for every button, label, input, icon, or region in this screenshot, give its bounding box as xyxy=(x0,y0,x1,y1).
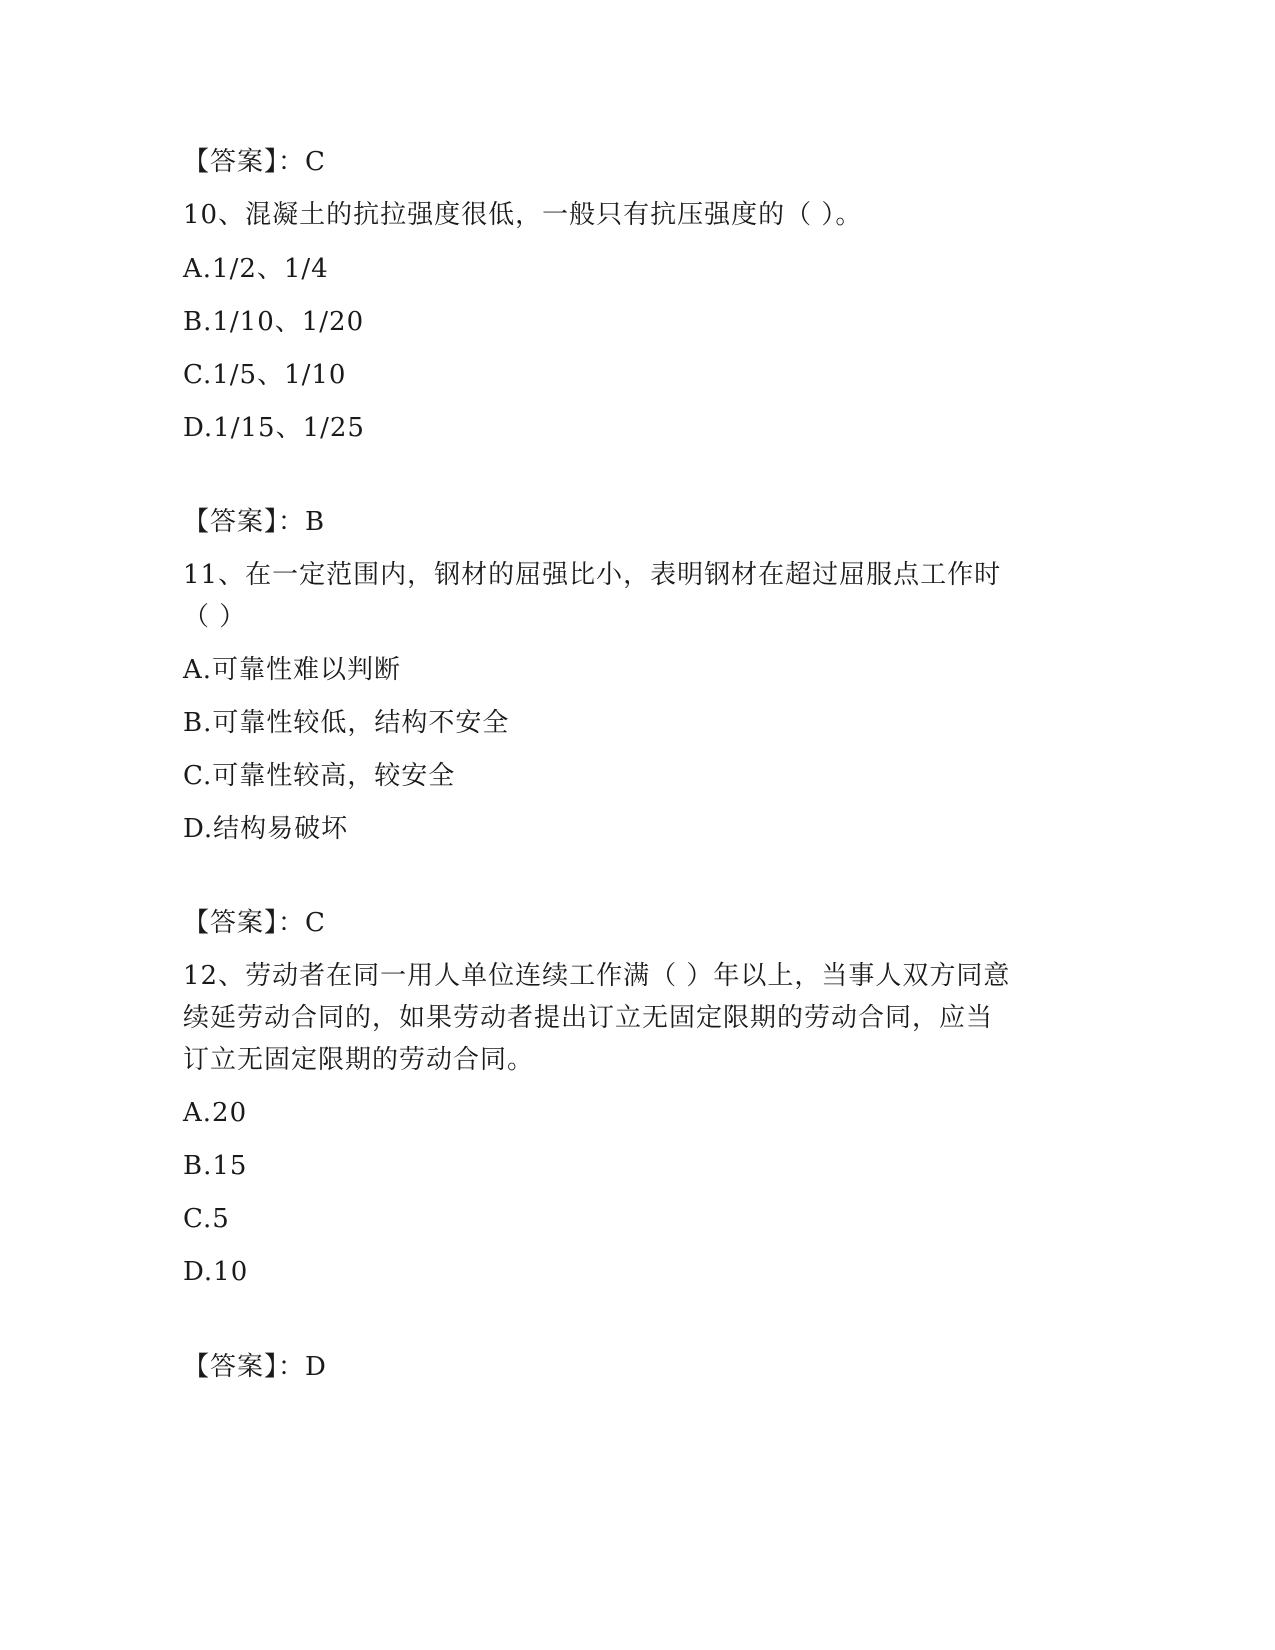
question-10-option-a: A.1/2、1/4 xyxy=(183,254,329,284)
question-11-option-d: D.结构易破坏 xyxy=(183,814,349,844)
question-11-text-line-2: （ ） xyxy=(183,602,247,632)
question-12-answer: 【答案】：D xyxy=(183,1352,327,1382)
question-10-answer: 【答案】：B xyxy=(183,507,326,537)
question-10-option-b: B.1/10、1/20 xyxy=(183,307,365,337)
question-11-answer: 【答案】：C xyxy=(183,908,326,938)
question-11-option-b: B.可靠性较低，结构不安全 xyxy=(183,708,510,738)
question-10-option-d: D.1/15、1/25 xyxy=(183,413,365,443)
question-12-option-a: A.20 xyxy=(183,1098,248,1128)
answer-line: 【答案】：C xyxy=(183,147,326,177)
question-12-option-b: B.15 xyxy=(183,1151,248,1181)
question-12-option-d: D.10 xyxy=(183,1257,249,1287)
question-11-option-a: A.可靠性难以判断 xyxy=(183,655,402,685)
question-11-option-c: C.可靠性较高，较安全 xyxy=(183,761,456,791)
question-12-option-c: C.5 xyxy=(183,1204,230,1234)
question-10-text: 10、混凝土的抗拉强度很低，一般只有抗压强度的（ ）。 xyxy=(183,200,863,230)
question-11-text-line-1: 11、在一定范围内，钢材的屈强比小，表明钢材在超过屈服点工作时 xyxy=(183,560,1002,590)
question-12-text-line-3: 订立无固定限期的劳动合同。 xyxy=(183,1045,535,1075)
question-12-text-line-1: 12、劳动者在同一用人单位连续工作满（ ）年以上，当事人双方同意 xyxy=(183,961,1011,991)
question-10-option-c: C.1/5、1/10 xyxy=(183,360,347,390)
question-12-text-line-2: 续延劳动合同的，如果劳动者提出订立无固定限期的劳动合同，应当 xyxy=(183,1003,994,1033)
